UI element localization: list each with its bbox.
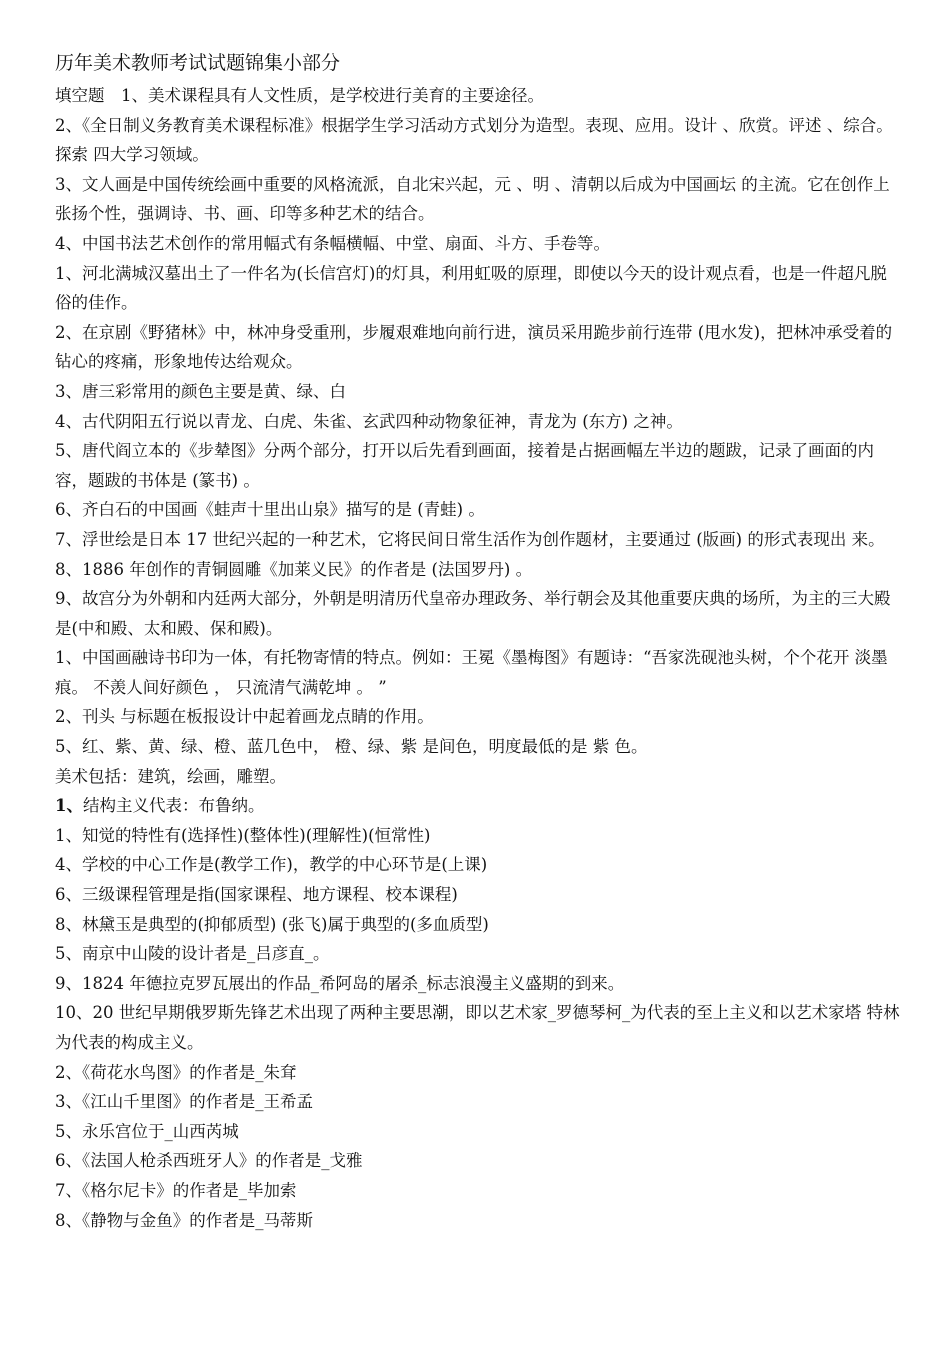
text-line: 7、浮世绘是日本 17 世纪兴起的一种艺术，它将民间日常生活作为创作题材，主要通过 (版画) 的形式表现出 来。 <box>55 529 885 549</box>
text-line: 5、南京中山陵的设计者是_吕彦直_。 <box>55 944 330 964</box>
text-line: 6、《法国人枪杀西班牙人》的作者是_戈雅 <box>55 1151 363 1171</box>
text-line: 3、文人画是中国传统绘画中重要的风格流派，自北宋兴起，元 、明 、清朝以后成为中国画坛 的主流。它在创作上张扬个性，强调诗、书、画、印等多种艺术的结合。 <box>55 174 890 224</box>
text-line: 8、林黛玉是典型的(抑郁质型) (张飞)属于典型的(多血质型) <box>55 914 489 934</box>
text-line: 6、齐白石的中国画《蛙声十里出山泉》描写的是 (青蛙) 。 <box>55 500 485 520</box>
text-line: 2、《荷花水鸟图》的作者是_朱耷 <box>55 1062 297 1082</box>
text-line: 10、20 世纪早期俄罗斯先锋艺术出现了两种主要思潮，即以艺术家_罗德琴柯_为代表的至上主义和以艺术家塔 特林为代表的构成主义。 <box>55 1003 900 1052</box>
text-line: 8、1886 年创作的青铜圆雕《加莱义民》的作者是 (法国罗丹) 。 <box>55 559 533 579</box>
text-line: 4、古代阴阳五行说以青龙、白虎、朱雀、玄武四种动物象征神，青龙为 (东方) 之神。 <box>55 411 683 431</box>
text-line: 1、知觉的特性有(选择性)(整体性)(理解性)(恒常性) <box>55 825 431 845</box>
text-line: 9、1824 年德拉克罗瓦展出的作品_希阿岛的屠杀_标志浪漫主义盛期的到来。 <box>55 973 625 993</box>
text-line: 5、永乐宫位于_山西芮城 <box>55 1121 239 1141</box>
document-page <box>55 50 903 1235</box>
text-line: 8、《静物与金鱼》的作者是_马蒂斯 <box>55 1210 313 1230</box>
text-line: 5、红、紫、黄、绿、橙、蓝几色中， 橙、绿、紫 是间色，明度最低的是 紫 色。 <box>55 737 648 757</box>
text-line: 2、刊头 与标题在板报设计中起着画龙点睛的作用。 <box>55 707 434 727</box>
text-line: 9、故宫分为外朝和内廷两大部分，外朝是明清历代皇帝办理政务、举行朝会及其他重要庆典的场所，为主的三大殿是(中和殿、太和殿、保和殿)。 <box>55 589 891 638</box>
text-line: 1、结构主义代表：布鲁纳。 <box>55 796 265 816</box>
text-line: 5、唐代阎立本的《步辇图》分两个部分，打开以后先看到画面，接着是占据画幅左半边的题跋，记录了画面的内容，题跋的书体是 (篆书) 。 <box>55 441 874 490</box>
text-line: 美术包括：建筑，绘画，雕塑。 <box>55 766 286 786</box>
text-line: 2、在京剧《野猪林》中，林冲身受重刑，步履艰难地向前行进，演员采用跪步前行连带 (甩水发)，把林冲承受着的钻心的疼痛，形象地传达给观众。 <box>55 322 893 372</box>
text-line: 填空题 1、美术课程具有人文性质，是学校进行美育的主要途径。 <box>55 86 544 105</box>
text-line: 1、中国画融诗书印为一体，有托物寄情的特点。例如：王冕《墨梅图》有题诗：“吾家洗砚池头树，个个花开 淡墨痕。 不羡人间好颜色 ， 只流清气满乾坤 。 ” <box>55 648 888 697</box>
text-line: 2、《全日制义务教育美术课程标准》根据学生学习活动方式划分为造型。表现、应用。设计 、欣赏。评述 、综合。探索 四大学习领域。 <box>55 115 893 165</box>
text-line: 3、《江山千里图》的作者是_王希孟 <box>55 1092 313 1112</box>
document-title: 历年美术教师考试试题锦集小部分 <box>55 52 341 74</box>
text-line: 6、三级课程管理是指(国家课程、地方课程、校本课程) <box>55 885 458 905</box>
text-line: 7、《格尔尼卡》的作者是_毕加索 <box>55 1180 297 1200</box>
text-line: 4、学校的中心工作是(教学工作)，教学的中心环节是(上课) <box>55 855 488 875</box>
text-line: 4、中国书法艺术创作的常用幅式有条幅横幅、中堂、扇面、斗方、手卷等。 <box>55 233 610 253</box>
text-line: 3、唐三彩常用的颜色主要是黄、绿、白 <box>55 381 346 401</box>
text-line: 1、河北满城汉墓出土了一件名为(长信宫灯)的灯具，利用虹吸的原理，即使以今天的设计观点看，也是一件超凡脱俗的佳作。 <box>55 263 887 313</box>
